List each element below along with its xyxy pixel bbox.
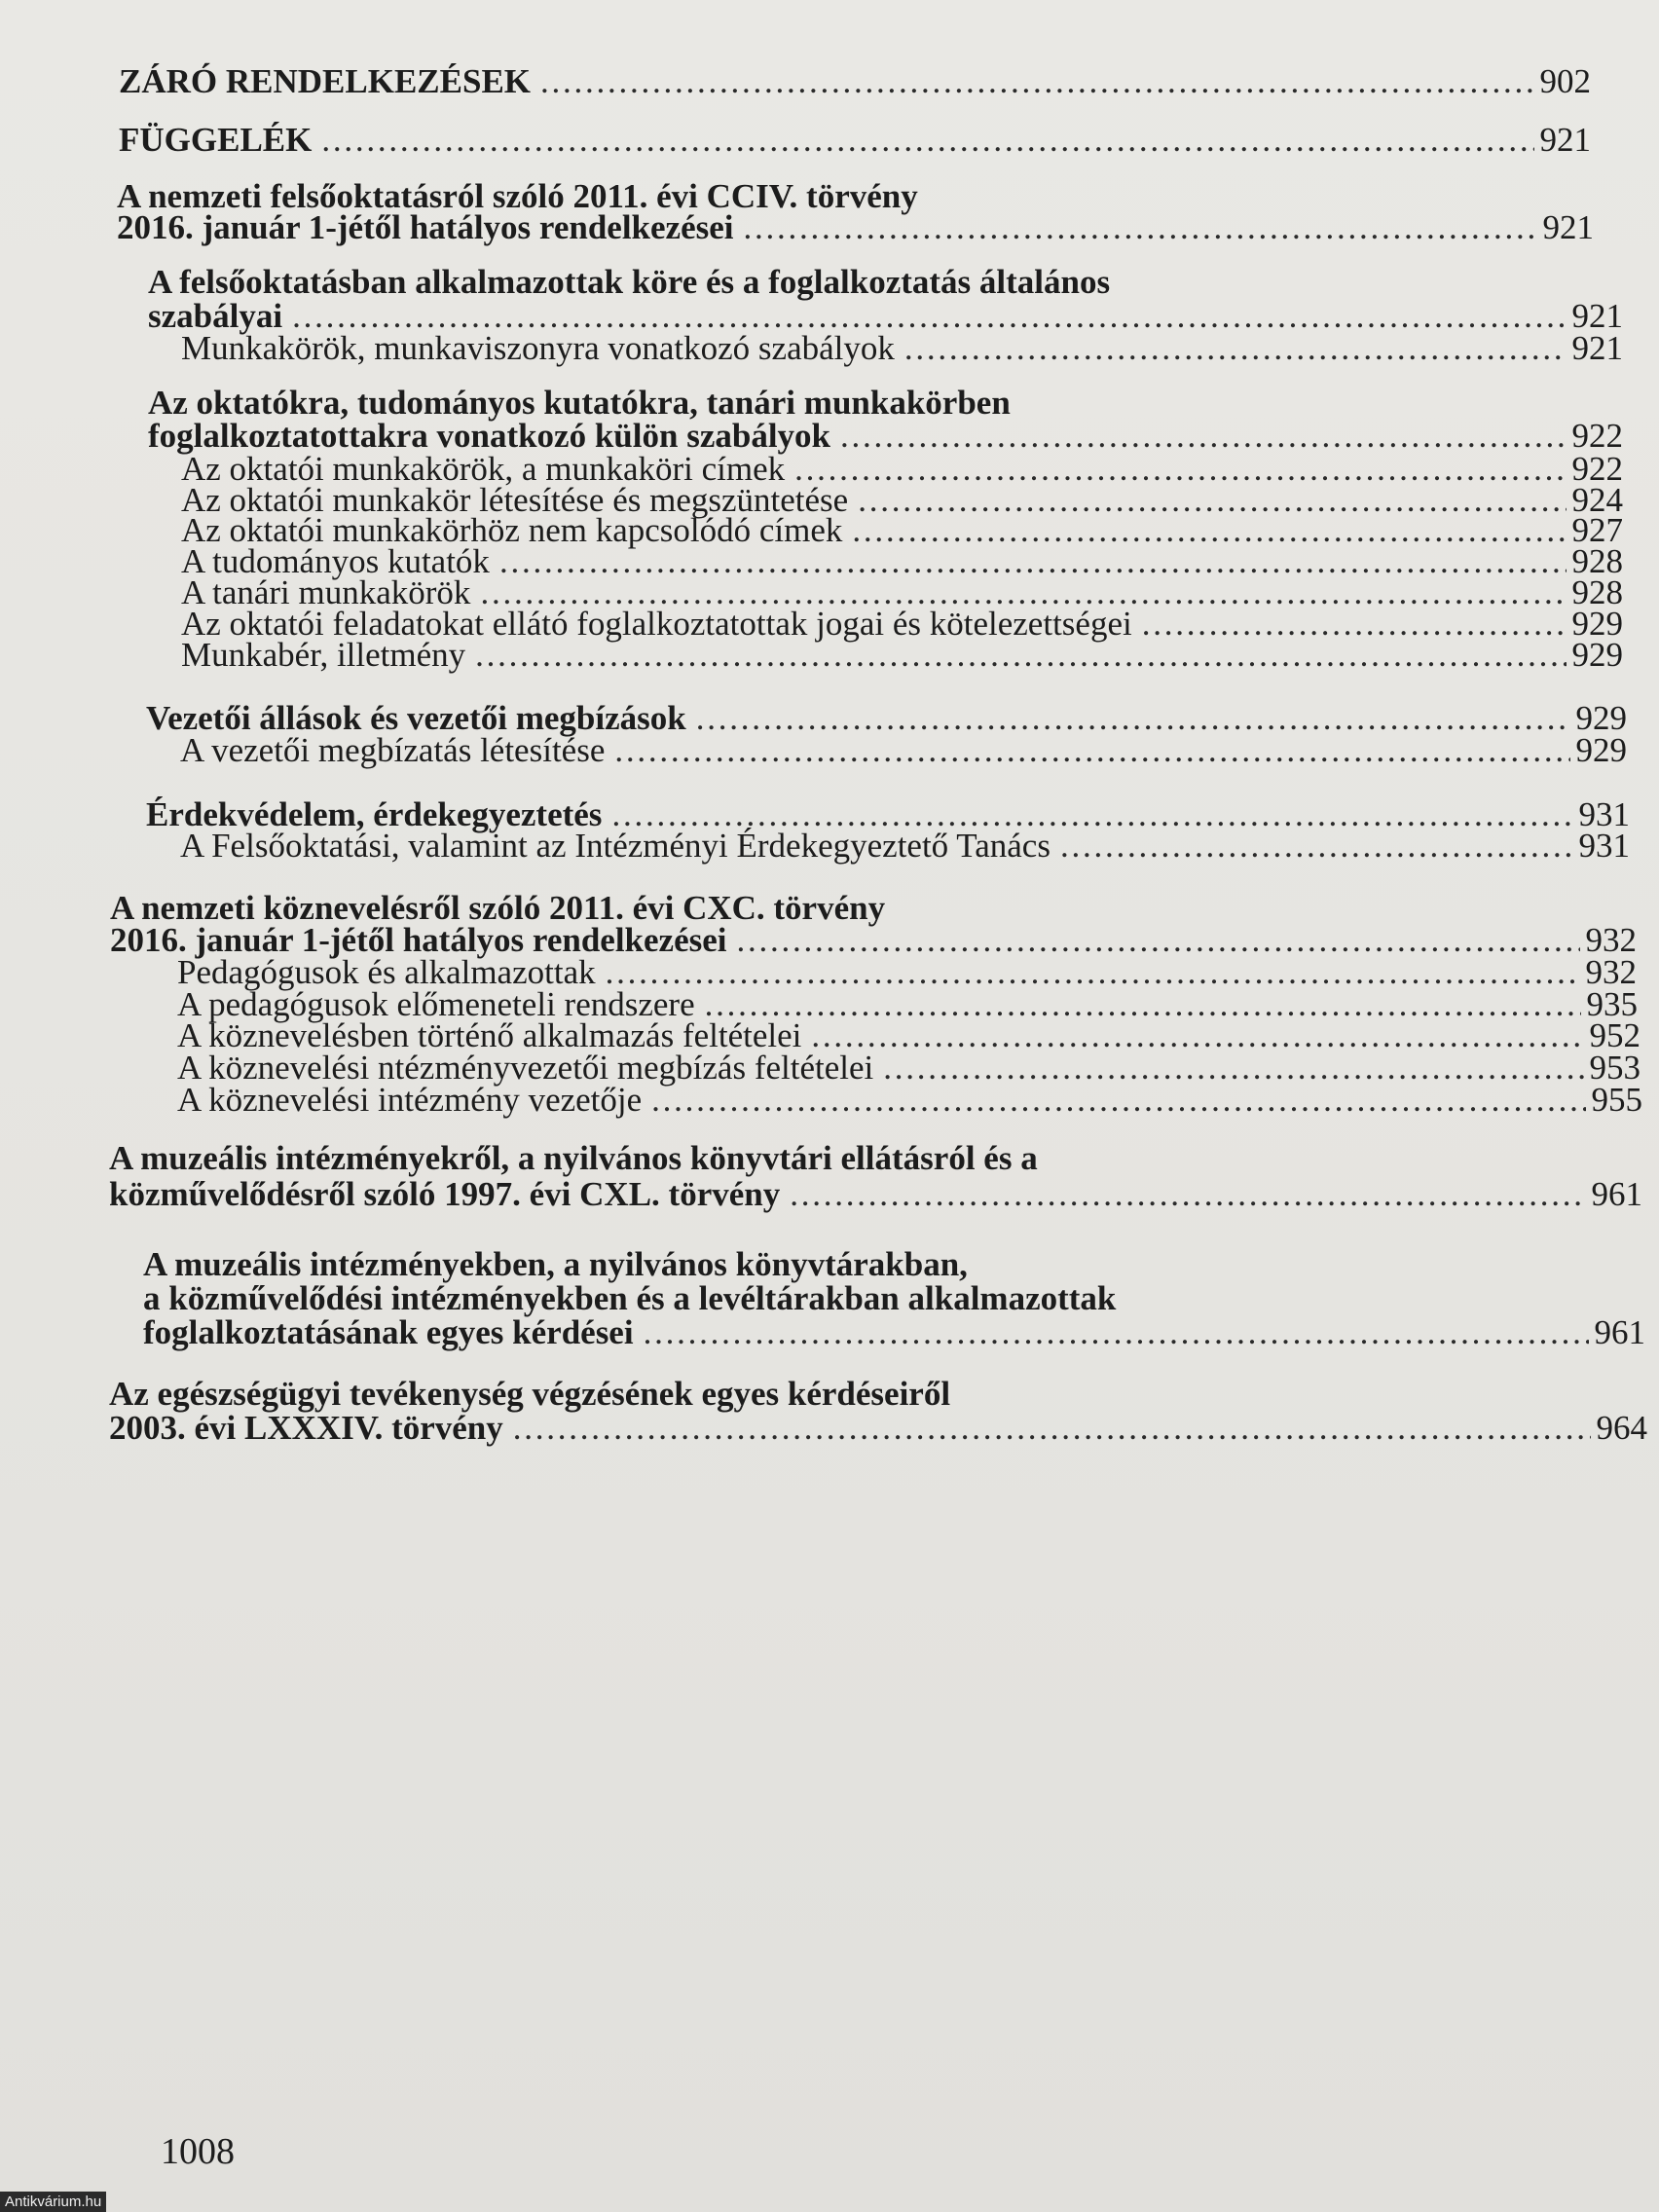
- toc-entry-title: Munkabér, illetmény: [181, 636, 466, 674]
- page-number: 1008: [161, 2131, 235, 2172]
- toc-entry-title: A felsőoktatásban alkalmazottak köre és a foglalkoztatás általános: [148, 263, 1111, 301]
- toc-entry-page: 932: [1585, 953, 1637, 991]
- toc-entry-page: 935: [1586, 985, 1638, 1023]
- toc-entry-title: A muzeális intézményekről, a nyilvános könyvtári ellátásról és a: [109, 1139, 1038, 1177]
- toc-entry: [0, 729, 1627, 772]
- toc-entry-page: 921: [1571, 329, 1623, 367]
- toc-entry-page: 931: [1578, 795, 1630, 833]
- toc-entry: [0, 1079, 1642, 1122]
- toc-entry-title: Az oktatói munkakör létesítése és megszüntetése: [181, 481, 849, 519]
- toc-entry: [0, 1407, 1647, 1450]
- toc-entry-title: Érdekvédelem, érdekegyeztetés: [146, 795, 603, 833]
- toc-entry-page: 928: [1571, 573, 1623, 611]
- toc-entry-title: A nemzeti köznevelésről szóló 2011. évi CXC. törvény: [110, 889, 886, 927]
- toc-entry: [0, 825, 1630, 867]
- toc-entry-page: 927: [1571, 511, 1623, 549]
- toc-entry-page: 924: [1571, 481, 1623, 519]
- toc-entry-title: A nemzeti felsőoktatásról szóló 2011. évi CCIV. törvény: [117, 177, 918, 215]
- toc-entry-title: 2016. január 1-jétől hatályos rendelkezései: [110, 921, 727, 959]
- toc-entry-title: ZÁRÓ RENDELKEZÉSEK: [119, 62, 532, 100]
- toc-entry: [0, 1173, 1642, 1216]
- toc-entry-title: A muzeális intézményekben, a nyilvános könyvtárakban,: [143, 1245, 968, 1283]
- toc-entry-title: A tanári munkakörök: [181, 573, 471, 611]
- leader-dots: [644, 1311, 1589, 1354]
- toc-entry-title: Pedagógusok és alkalmazottak: [177, 953, 596, 991]
- toc-entry-title: 2003. évi LXXXIV. törvény: [109, 1409, 503, 1447]
- leader-dots: [1060, 825, 1573, 867]
- leader-dots: [651, 1079, 1585, 1122]
- toc-entry-title: Az egészségügyi tevékenység végzésének egyes kérdéseiről: [109, 1375, 951, 1413]
- toc-entry-title: 2016. január 1-jétől hatályos rendelkezései: [117, 208, 734, 246]
- leader-dots: [513, 1407, 1591, 1450]
- toc-entry-title: Munkakörök, munkaviszonyra vonatkozó szabályok: [181, 329, 895, 367]
- toc-entry-page: 953: [1589, 1049, 1641, 1087]
- leader-dots: [540, 60, 1533, 103]
- toc-entry-title: foglalkoztatásának egyes kérdései: [143, 1313, 634, 1351]
- leader-dots: [904, 327, 1567, 370]
- toc-entry-title: A köznevelési intézmény vezetője: [177, 1081, 643, 1119]
- toc-entry-page: 929: [1571, 636, 1623, 674]
- toc-entry-title: Az oktatói feladatokat ellátó foglalkoztatottak jogai és kötelezettségei: [181, 605, 1132, 643]
- toc-entry-fuggelek: [0, 119, 1591, 162]
- toc-entry-page: 929: [1571, 605, 1623, 643]
- toc-entry-page: 932: [1585, 921, 1637, 959]
- toc-entry-page: 928: [1571, 542, 1623, 580]
- leader-dots: [614, 729, 1569, 772]
- toc-entry-title: A pedagógusok előmeneteli rendszere: [177, 985, 695, 1023]
- watermark-logo: Antikvárium.hu: [0, 2192, 106, 2212]
- toc-entry-title: a közművelődési intézményekben és a levéltárakban alkalmazottak: [143, 1279, 1117, 1317]
- leader-dots: [790, 1173, 1585, 1216]
- toc-entry-title: Vezetői állások és vezetői megbízások: [146, 699, 686, 737]
- toc-entry-page: 961: [1591, 1175, 1642, 1213]
- toc-entry-title: A Felsőoktatási, valamint az Intézményi Érdekegyeztető Tanács: [180, 827, 1051, 865]
- toc-entry-title: Az oktatói munkakörhöz nem kapcsolódó címek: [181, 511, 843, 549]
- toc-entry-title: A köznevelési ntézményvezetői megbízás feltételei: [177, 1049, 874, 1087]
- toc-entry-page: 952: [1589, 1016, 1641, 1054]
- toc-entry: [0, 206, 1594, 249]
- toc-entry-page: 922: [1571, 417, 1623, 455]
- toc-entry-title: Az oktatókra, tudományos kutatókra, tanári munkakörben: [148, 384, 1011, 422]
- toc-entry: [0, 634, 1623, 677]
- leader-dots: [321, 119, 1533, 162]
- toc-entry-title: FÜGGELÉK: [119, 121, 313, 159]
- leader-dots: [744, 206, 1537, 249]
- toc-entry: [0, 327, 1623, 370]
- toc-entry-title: foglalkoztatottakra vonatkozó külön szabályok: [148, 417, 831, 455]
- toc-entry-page: 902: [1539, 62, 1591, 100]
- toc-entry-page: 929: [1575, 699, 1627, 737]
- toc-entry-title: A köznevelésben történő alkalmazás feltételei: [177, 1016, 802, 1054]
- toc-entry-title: A vezetői megbízatás létesítése: [180, 731, 606, 769]
- toc-entry-page: 922: [1571, 450, 1623, 488]
- toc-entry-page: 931: [1578, 827, 1630, 865]
- toc-entry: [0, 1311, 1645, 1354]
- toc-entry-page: 961: [1594, 1313, 1645, 1351]
- toc-entry-zaro: [0, 60, 1591, 103]
- toc-entry-page: 964: [1596, 1409, 1647, 1447]
- toc-entry-page: 929: [1575, 731, 1627, 769]
- leader-dots: [475, 634, 1566, 677]
- toc-entry-title: közművelődésről szóló 1997. évi CXL. törvény: [109, 1175, 781, 1213]
- toc-entry-page: 955: [1591, 1081, 1642, 1119]
- toc-entry-page: 921: [1539, 121, 1591, 159]
- toc-entry-title: szabályai: [148, 297, 283, 335]
- toc-entry-title: Az oktatói munkakörök, a munkaköri címek: [181, 450, 786, 488]
- toc-entry-page: 921: [1542, 208, 1594, 246]
- toc-entry-title: A tudományos kutatók: [181, 542, 490, 580]
- toc-entry-page: 921: [1571, 297, 1623, 335]
